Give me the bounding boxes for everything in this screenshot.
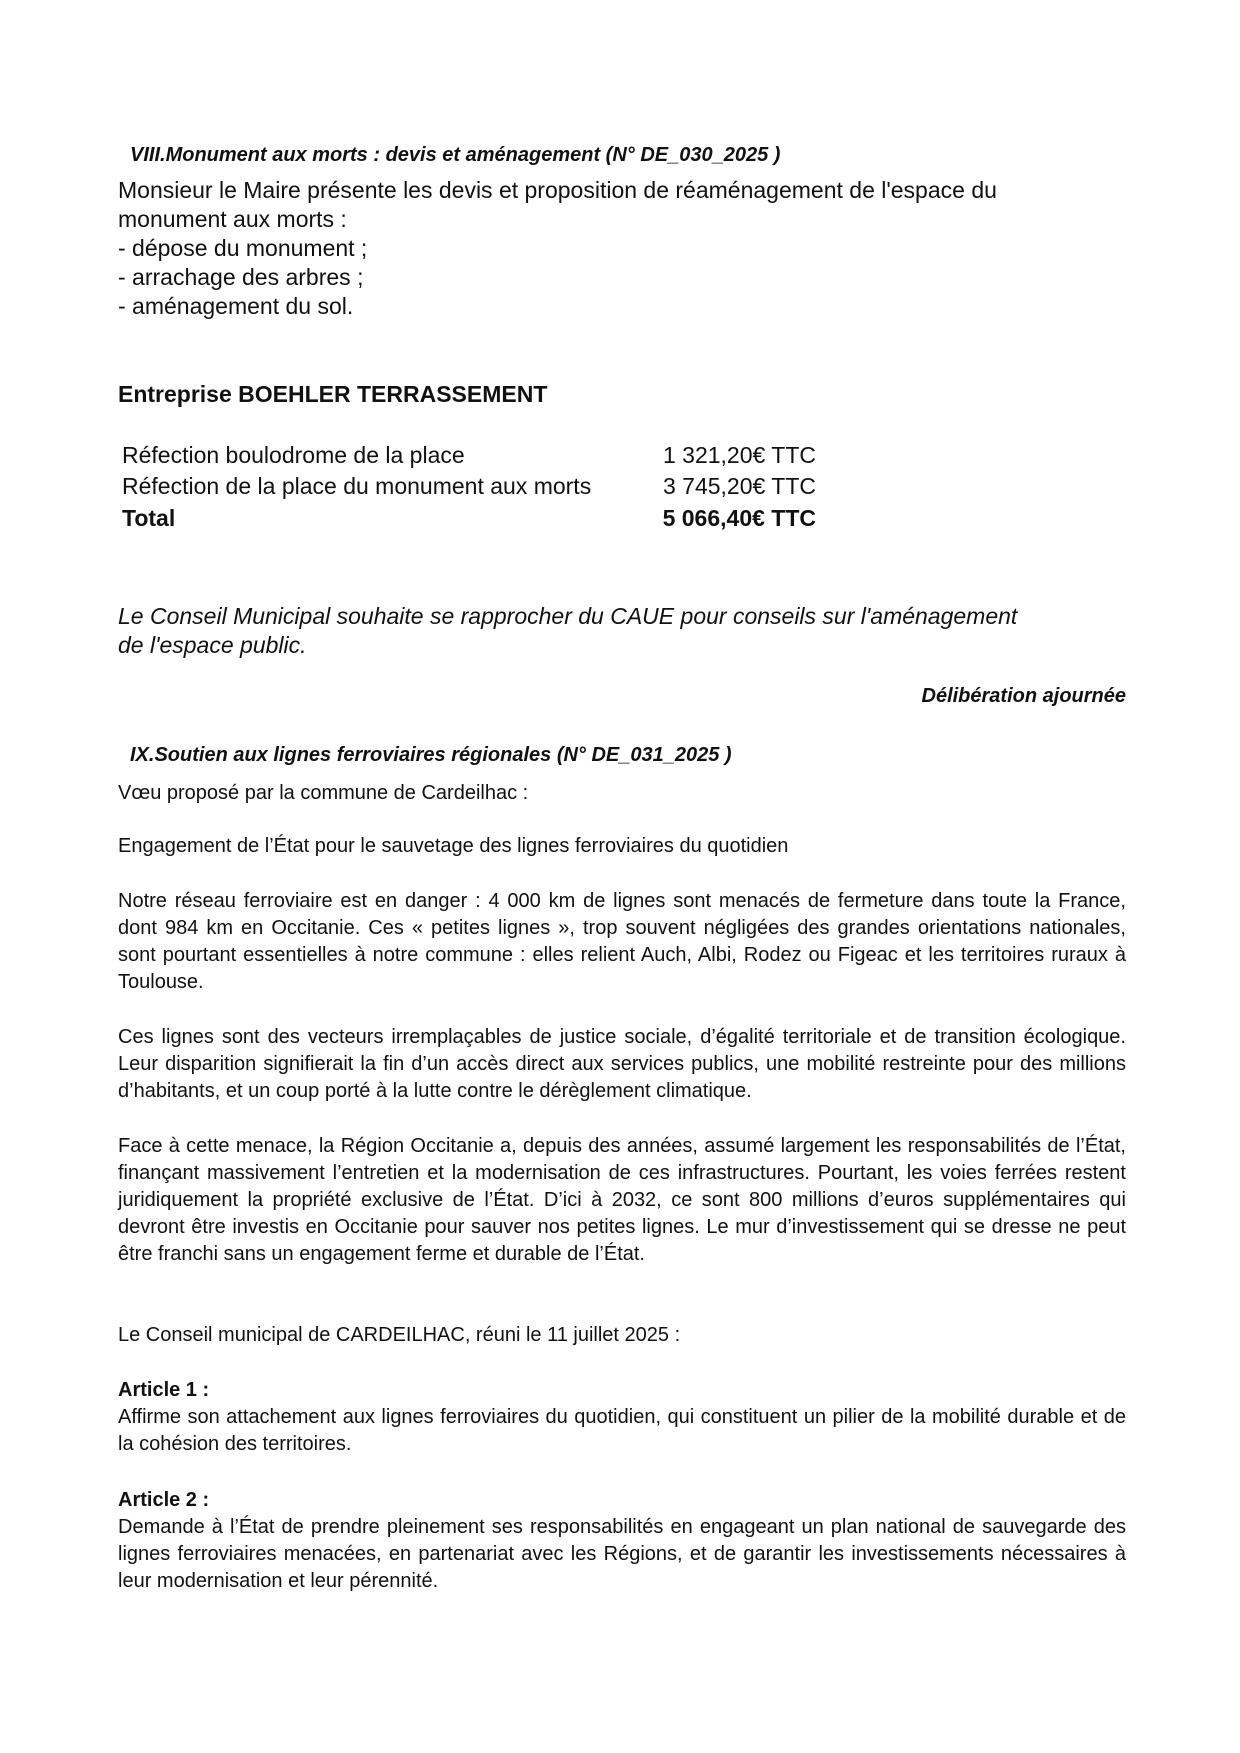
quote-label: Réfection de la place du monument aux morts (122, 473, 592, 499)
intro-text: monument aux morts : (118, 206, 347, 232)
council-note: de l'espace public. (118, 632, 307, 658)
section-title: IX.Soutien aux lignes ferroviaires régionales (N° DE_031_2025 ) (130, 744, 732, 766)
list-item: - arrachage des arbres ; (118, 264, 364, 290)
council-note: Le Conseil Municipal souhaite se rapprocher du CAUE pour conseils sur l'aménagement (118, 603, 1018, 629)
intro-text: Monsieur le Maire présente les devis et proposition de réaménagement de l'espace du (118, 177, 997, 203)
article-text: Affirme son attachement aux lignes ferroviaires du quotidien, qui constituent un pilier de la mobilité durable et de la cohésion des territoires. (118, 1406, 1126, 1455)
paragraph: Notre réseau ferroviaire est en danger : 4 000 km de lignes sont menacés de fermeture dans toute la France, dont 984 km en Occitanie. Ces « petites lignes », trop souvent négligées des grandes orientations nationales, sont pourtant essentielles à notre commune : elles relient Auch, Albi, Rodez ou Figeac et les territoires ruraux à Toulouse. (118, 890, 1126, 993)
total-label: Total (122, 505, 176, 531)
subject-text: Engagement de l’État pour le sauvetage des lignes ferroviaires du quotidien (118, 835, 789, 857)
total-amount: 5 066,40€ TTC (662, 505, 816, 531)
article-title: Article 2 : (118, 1489, 210, 1511)
quote-amount: 3 745,20€ TTC (662, 473, 816, 499)
quote-amount: 1 321,20€ TTC (662, 442, 816, 468)
article-title: Article 1 : (118, 1379, 210, 1401)
list-item: - aménagement du sol. (118, 293, 354, 319)
proposal-text: Vœu proposé par la commune de Cardeilhac : (118, 782, 529, 804)
section-title: VIII.Monument aux morts : devis et aménagement (N° DE_030_2025 ) (130, 144, 781, 166)
decision-status: Délibération ajournée (921, 685, 1126, 707)
article-text: Demande à l’État de prendre pleinement ses responsabilités en engageant un plan national de sauvegarde des lignes ferroviaires menacées, en partenariat avec les Régions, et de garantir les investissements nécessaires à leur modernisation et leur pérennité. (118, 1516, 1126, 1592)
meeting-text: Le Conseil municipal de CARDEILHAC, réuni le 11 juillet 2025 : (118, 1324, 681, 1346)
quote-label: Réfection boulodrome de la place (122, 442, 465, 468)
paragraph: Face à cette menace, la Région Occitanie a, depuis des années, assumé largement les responsabilités de l’État, finançant massivement l’entretien et la modernisation de ces infrastructures. Pourtant, les voies ferrées restent juridiquement la propriété exclusive de l’État. D’ici à 2032, ce sont 800 millions d’euros supplémentaires qui devront être investis en Occitanie pour sauver nos petites lignes. Le mur d’investissement qui se dresse ne peut être franchi sans un engagement ferme et durable de l’État. (118, 1135, 1126, 1265)
company-name: Entreprise BOEHLER TERRASSEMENT (118, 381, 548, 407)
list-item: - dépose du monument ; (118, 235, 368, 261)
paragraph: Ces lignes sont des vecteurs irremplaçables de justice sociale, d’égalité territoriale et de transition écologique. Leur disparition signifierait la fin d’un accès direct aux services publics, une mobilité restreinte pour des millions d’habitants, et un coup porté à la lutte contre le dérèglement climatique. (118, 1026, 1126, 1102)
